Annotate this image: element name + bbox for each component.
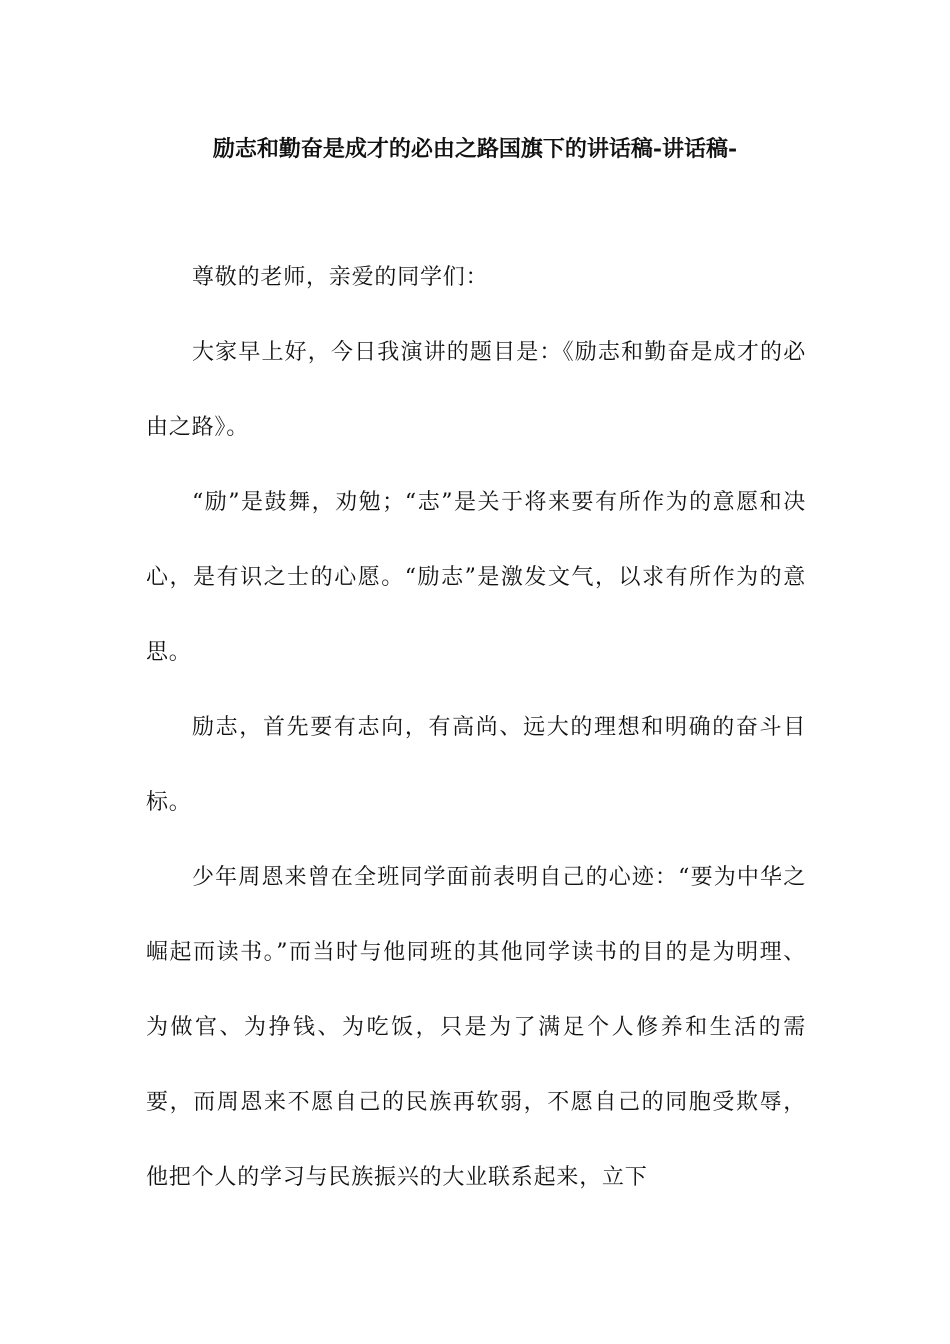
paragraph-definition: “励”是鼓舞，劝勉；“志”是关于将来要有所作为的意愿和决心，是有识之士的心愿。“励志”是激发文气，以求有所作为的意思。 [146,490,806,665]
paragraph-aspiration: 励志，首先要有志向，有高尚、远大的理想和明确的奋斗目标。 [146,715,806,815]
paragraph-topic: 大家早上好，今日我演讲的题目是：《励志和勤奋是成才的必由之路》。 [146,340,806,440]
paragraph-greeting: 尊敬的老师，亲爱的同学们： [192,265,489,290]
paragraph-zhou-enlai: 少年周恩来曾在全班同学面前表明自己的心迹：“要为中华之崛起而读书。”而当时与他同班的其他同学读书的目的是为明理、为做官、为挣钱、为吃饭，只是为了满足个人修养和生活的需要，而周恩来不愿自己的民族再软弱，不愿自己的同胞受欺辱，他把个人的学习与民族振兴的大业联系起来，立下 [146,865,806,1190]
document-title: 励志和勤奋是成才的必由之路国旗下的讲话稿-讲话稿- [212,136,738,162]
